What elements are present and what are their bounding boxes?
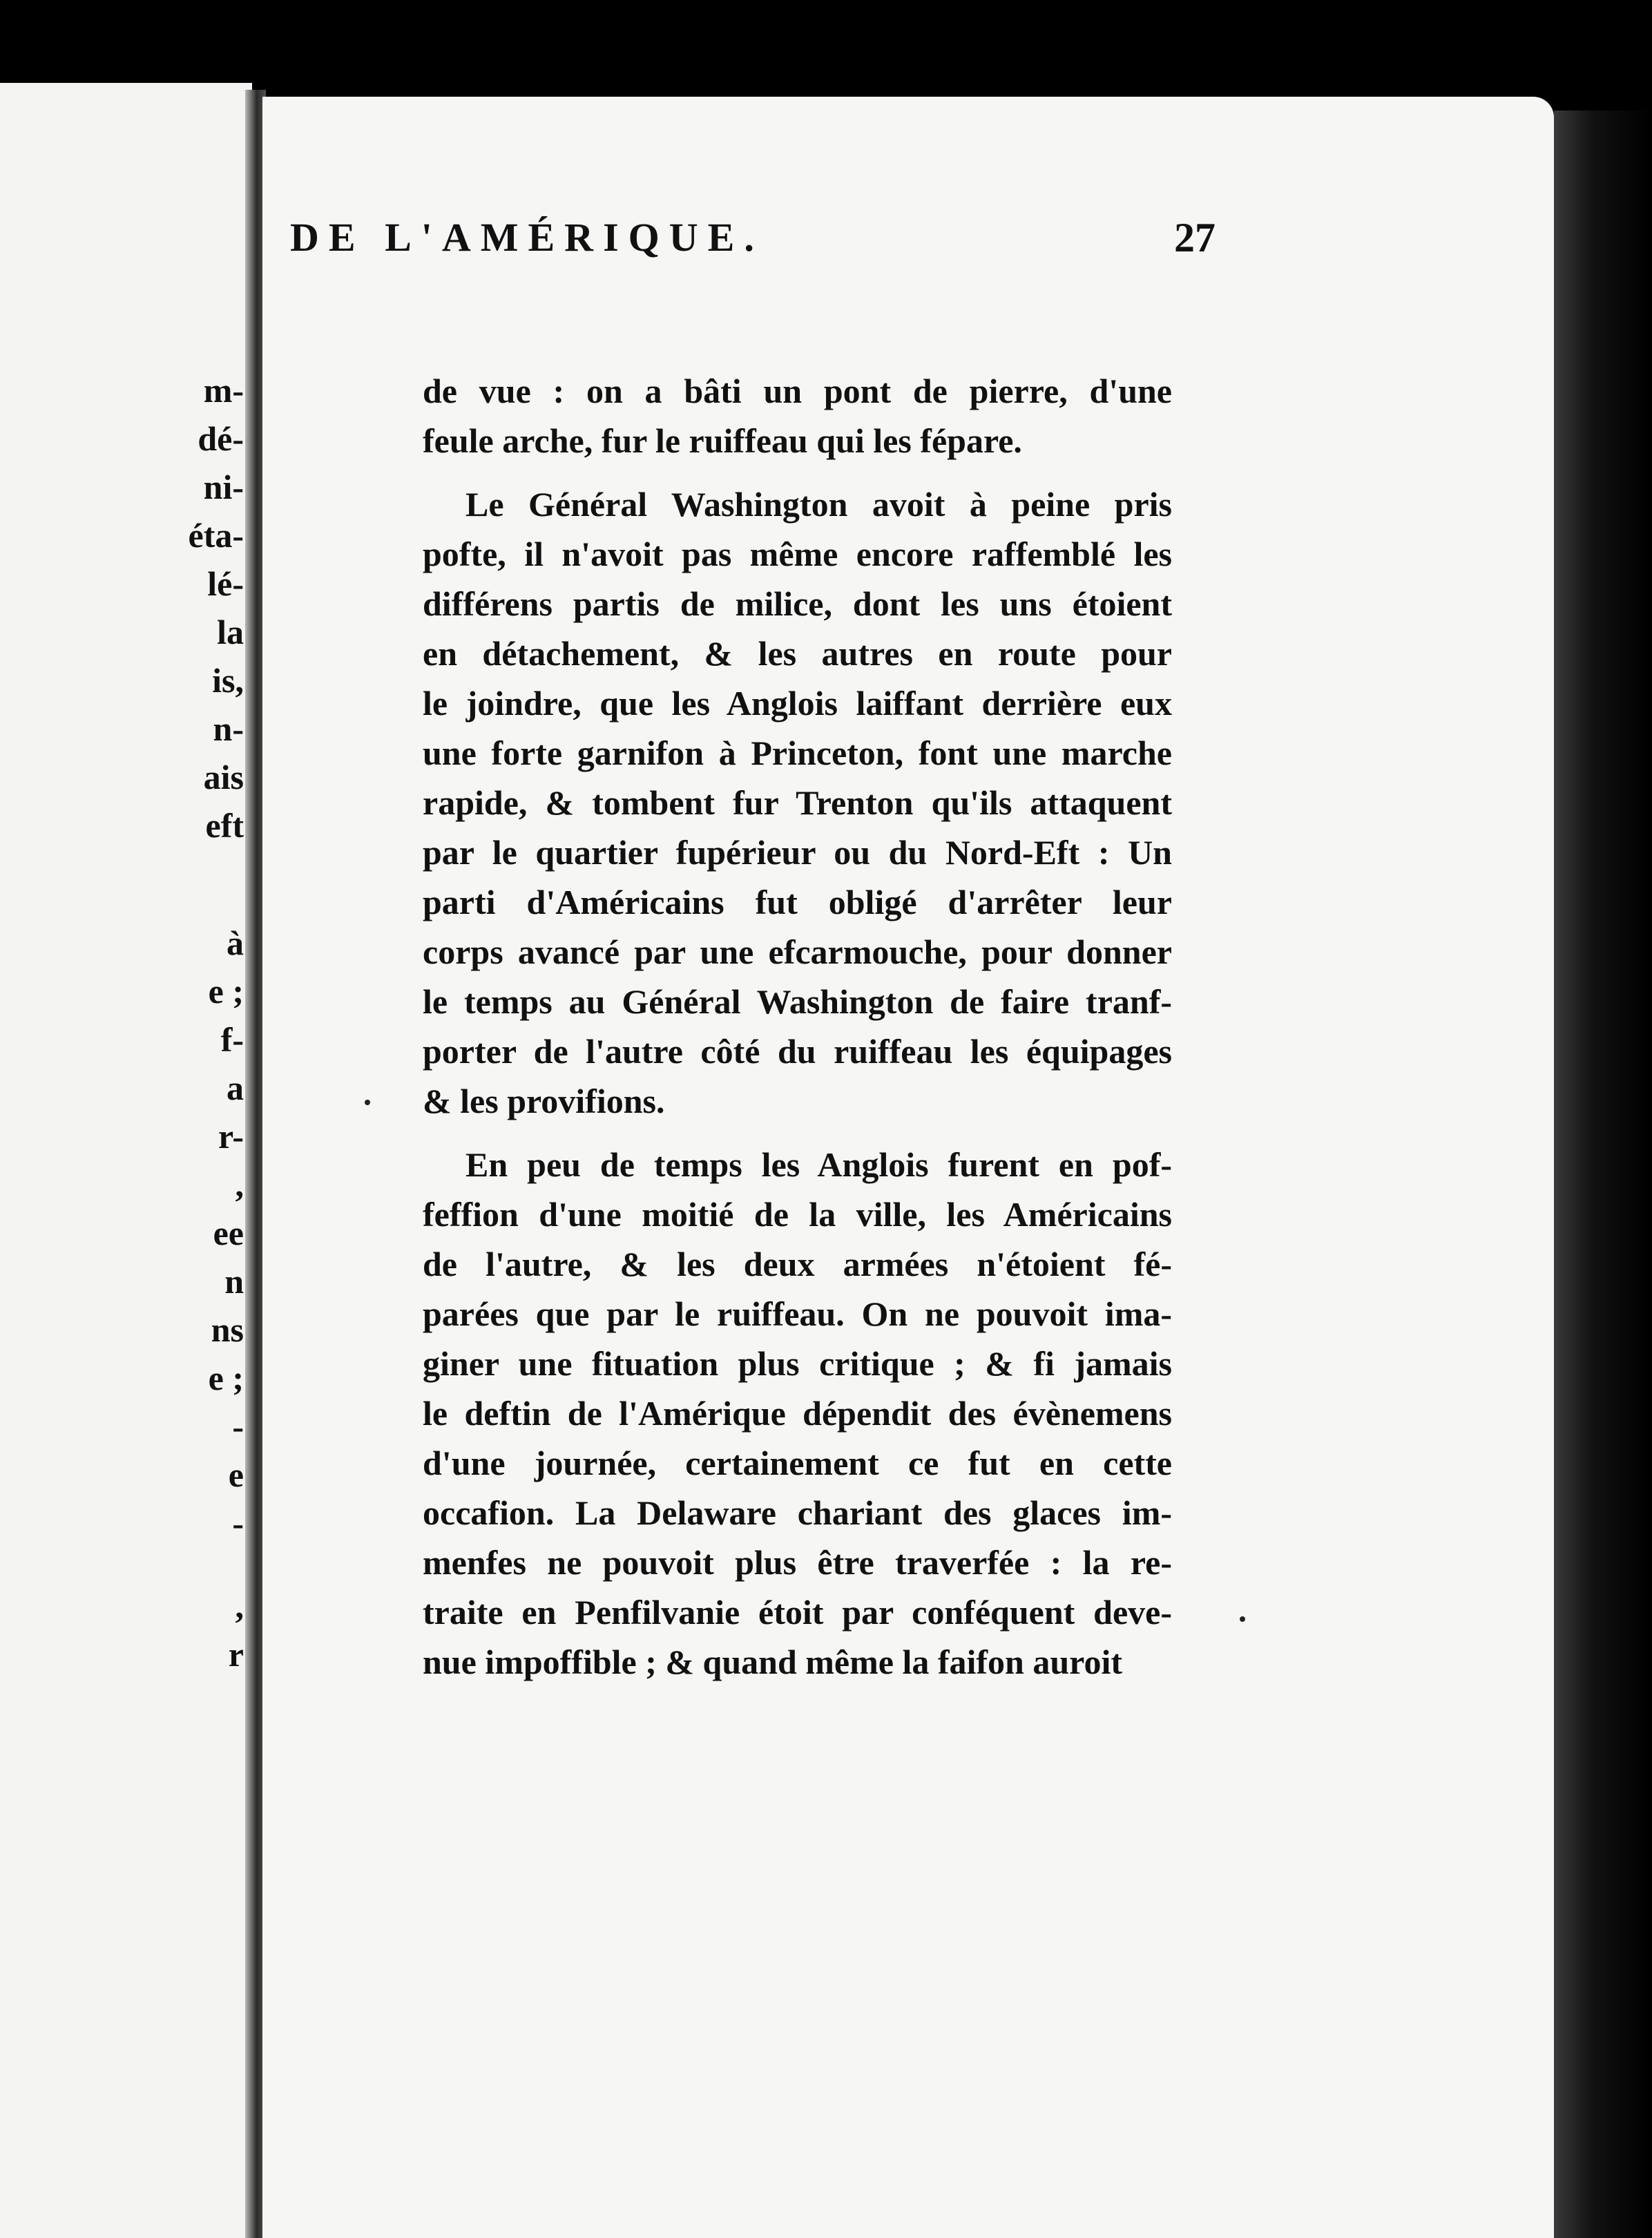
text-line: & les provifions. [423, 1082, 665, 1120]
paragraph [423, 1140, 1172, 1687]
previous-page-fragment: r- [218, 1117, 244, 1156]
text-line: le joindre, que les Anglois laiffant derrière eux [423, 684, 1172, 723]
previous-page-fragment: e ; [208, 972, 244, 1011]
previous-page-fragment: n [224, 1262, 244, 1301]
previous-page-fragment: à [227, 924, 244, 962]
previous-page-text-fragments [0, 83, 252, 2238]
text-line: parti d'Américains fut obligé d'arrêter leur [423, 883, 1172, 921]
previous-page-fragment: n- [213, 709, 244, 748]
previous-page-fragment: m- [203, 371, 244, 410]
previous-page-fragment: dé- [198, 419, 244, 458]
previous-page-fragment: éta- [188, 516, 244, 555]
previous-page-fragment: e ; [208, 1359, 244, 1397]
text-line: nue impoffible ; & quand même la faifon auroit [423, 1643, 1122, 1681]
paragraph [423, 479, 1172, 1126]
text-line: menfes ne pouvoit plus être traverfée : la re- [423, 1543, 1172, 1582]
text-line: différens partis de milice, dont les uns étoient [423, 584, 1172, 623]
text-line: par le quartier fupérieur ou du Nord-Eft : Un [423, 833, 1172, 872]
text-line: en détachement, & les autres en route pour [423, 634, 1172, 673]
text-line: le temps au Général Washington de faire tranf- [423, 982, 1172, 1021]
previous-page-fragment: is, [212, 661, 244, 700]
previous-page-fragment: eft [205, 806, 244, 845]
running-title: DE L'AMÉRIQUE. [290, 215, 764, 260]
text-line: giner une fituation plus critique ; & fi jamais [423, 1344, 1172, 1383]
previous-page-fragment: - [232, 1504, 244, 1542]
text-line: Le Général Washington avoit à peine pris [465, 485, 1172, 524]
text-line: parées que par le ruiffeau. On ne pouvoit ima- [423, 1294, 1172, 1333]
text-line: rapide, & tombent fur Trenton qu'ils attaquent [423, 783, 1172, 822]
previous-page-fragment: lé- [207, 564, 244, 603]
text-line: une forte garnifon à Princeton, font une marche [423, 734, 1172, 772]
ink-speck [1240, 1616, 1245, 1622]
text-line: de l'autre, & les deux armées n'étoient fé- [423, 1245, 1172, 1283]
text-line: occafion. La Delaware chariant des glaces im- [423, 1493, 1172, 1532]
page-body-text [423, 366, 1172, 1687]
previous-page-fragment: , [235, 1165, 244, 1204]
previous-page-fragment: r [228, 1635, 244, 1674]
previous-page-fragment: a [227, 1069, 244, 1107]
text-line: feffion d'une moitié de la ville, les Américains [423, 1195, 1172, 1234]
previous-page-fragment: ni- [203, 468, 244, 506]
page-header [290, 214, 1216, 276]
text-line: le deftin de l'Amérique dépendit des évènemens [423, 1394, 1172, 1433]
previous-page-fragment: ns [211, 1310, 244, 1349]
previous-page-fragment: - [232, 1407, 244, 1446]
text-line: En peu de temps les Anglois furent en pof- [465, 1145, 1172, 1184]
previous-page-fragment: ee [213, 1214, 244, 1252]
page-number: 27 [1174, 215, 1216, 260]
paragraph-gap [423, 466, 1172, 479]
page-fore-edge [1554, 111, 1652, 2238]
text-line: de vue : on a bâti un pont de pierre, d'une [423, 372, 1172, 410]
text-line: d'une journée, certainement ce fut en cette [423, 1444, 1172, 1482]
text-line: pofte, il n'avoit pas même encore raffemblé les [423, 535, 1172, 573]
previous-page-fragment: f- [220, 1020, 244, 1059]
text-line: porter de l'autre côté du ruiffeau les équipages [423, 1032, 1172, 1071]
text-line: corps avancé par une efcarmouche, pour donner [423, 932, 1172, 971]
previous-page-fragment: , [235, 1587, 244, 1625]
text-line: traite en Penfilvanie étoit par conféquent deve- [423, 1593, 1172, 1632]
paragraph [423, 366, 1172, 466]
previous-page-fragment: e [228, 1455, 244, 1494]
previous-page-fragment: ais [203, 758, 244, 796]
previous-page-edge [0, 83, 252, 2238]
paragraph-gap [423, 1126, 1172, 1140]
ink-speck [365, 1100, 370, 1105]
text-line: feule arche, fur le ruiffeau qui les fépare. [423, 421, 1022, 460]
previous-page-fragment: la [217, 613, 244, 651]
